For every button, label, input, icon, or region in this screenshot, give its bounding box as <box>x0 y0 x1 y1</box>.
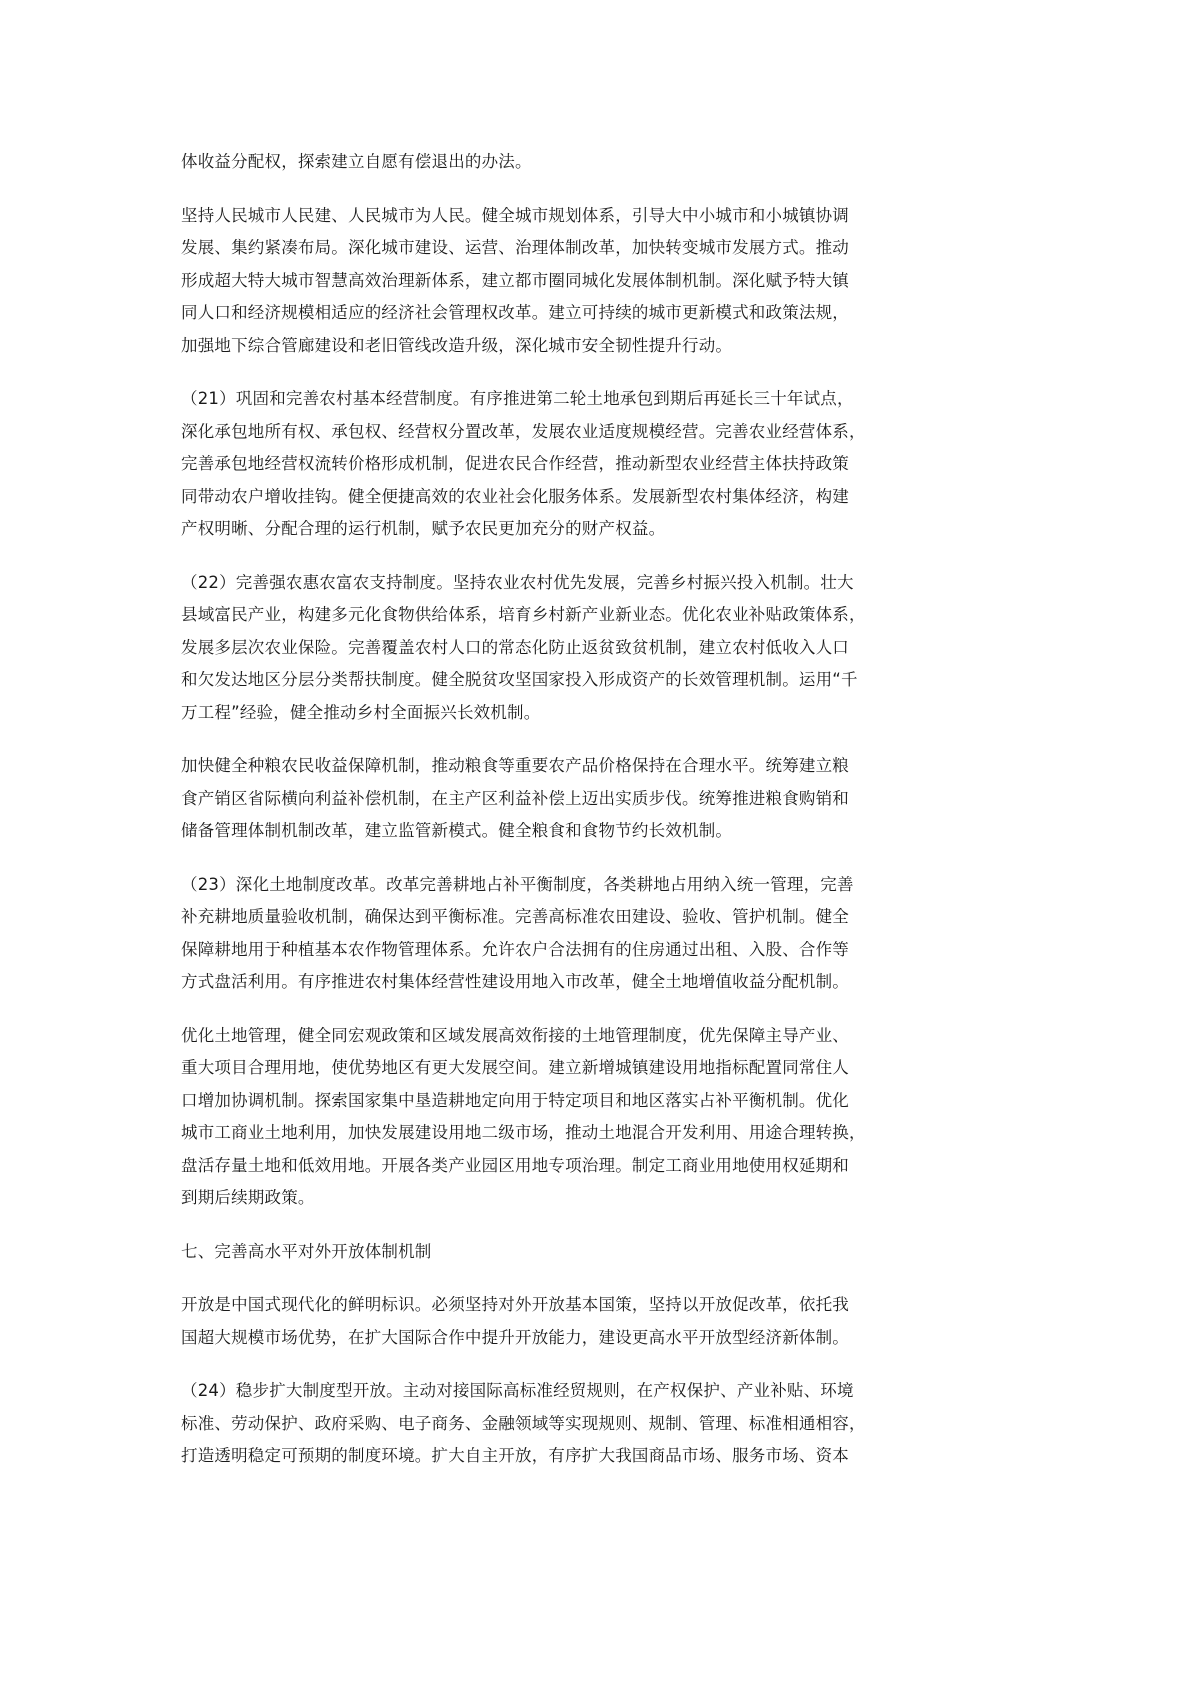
paragraph <box>181 750 1013 848</box>
text-line: 万工程”经验，健全推动乡村全面振兴长效机制。 <box>181 702 541 722</box>
text-line: 和欠发达地区分层分类帮扶制度。健全脱贫攻坚国家投入形成资产的长效管理机制。运用“千 <box>181 670 858 689</box>
text-line: 加快健全种粮农民收益保障机制，推动粮食等重要农产品价格保持在合理水平。统筹建立粮 <box>181 756 849 775</box>
text-line: （22）完善强农惠农富农支持制度。坚持农业农村优先发展，完善乡村振兴投入机制。壮大 <box>181 572 854 592</box>
text-line: 补充耕地质量验收机制，确保达到平衡标准。完善高标准农田建设、验收、管护机制。健全 <box>181 907 849 926</box>
text-line: 同带动农户增收挂钩。健全便捷高效的农业社会化服务体系。发展新型农村集体经济，构建 <box>181 486 849 506</box>
text-line: 到期后续期政策。 <box>181 1188 315 1207</box>
text-line: （24）稳步扩大制度型开放。主动对接国际高标准经贸规则，在产权保护、产业补贴、环境 <box>181 1381 854 1400</box>
text-line: 食产销区省际横向利益补偿机制，在主产区利益补偿上迈出实质步伐。统筹推进粮食购销和 <box>181 788 849 808</box>
paragraph-spacer <box>181 546 1013 567</box>
paragraph-spacer <box>181 999 1013 1020</box>
text-line: 坚持人民城市人民建、人民城市为人民。健全城市规划体系，引导大中小城市和小城镇协调 <box>181 205 849 225</box>
paragraph <box>181 146 1013 179</box>
text-line: 县域富民产业，构建多元化食物供给体系，培育乡村新产业新业态。优化农业补贴政策体系， <box>181 605 866 624</box>
text-line: 深化承包地所有权、承包权、经营权分置改革，发展农业适度规模经营。完善农业经营体系， <box>181 421 866 441</box>
document-body <box>181 146 1013 1473</box>
text-line: （21）巩固和完善农村基本经营制度。有序推进第二轮土地承包到期后再延长三十年试点， <box>181 389 854 408</box>
text-line: 加强地下综合管廊建设和老旧管线改造升级，深化城市安全韧性提升行动。 <box>181 335 733 355</box>
paragraph-spacer <box>181 729 1013 750</box>
text-line: 优化土地管理，健全同宏观政策和区域发展高效衔接的土地管理制度，优先保障主导产业、 <box>181 1025 849 1045</box>
text-line: 发展、集约紧凑布局。深化城市建设、运营、治理体制改革，加快转变城市发展方式。推动 <box>181 238 849 257</box>
paragraph <box>181 383 1013 546</box>
text-line: 盘活存量土地和低效用地。开展各类产业园区用地专项治理。制定工商业用地使用权延期和 <box>181 1155 849 1175</box>
paragraph-spacer <box>181 1215 1013 1236</box>
paragraph-spacer <box>181 848 1013 869</box>
text-line: 方式盘活利用。有序推进农村集体经营性建设用地入市改革，健全土地增值收益分配机制。 <box>181 972 849 991</box>
paragraph-spacer <box>181 1268 1013 1289</box>
text-line: （23）深化土地制度改革。改革完善耕地占补平衡制度，各类耕地占用纳入统一管理，完善 <box>181 874 854 894</box>
text-line: 城市工商业土地利用，加快发展建设用地二级市场，推动土地混合开发利用、用途合理转换， <box>181 1123 866 1142</box>
paragraph <box>181 1375 1013 1473</box>
section-heading <box>181 1236 1013 1269</box>
paragraph-spacer <box>181 179 1013 200</box>
text-line: 保障耕地用于种植基本农作物管理体系。允许农户合法拥有的住房通过出租、入股、合作等 <box>181 939 849 959</box>
paragraph <box>181 1020 1013 1215</box>
text-line: 开放是中国式现代化的鲜明标识。必须坚持对外开放基本国策，坚持以开放促改革，依托我 <box>181 1295 849 1314</box>
text-line: 产权明晰、分配合理的运行机制，赋予农民更加充分的财产权益。 <box>181 519 666 538</box>
text-line: 标准、劳动保护、政府采购、电子商务、金融领域等实现规则、规制、管理、标准相通相容， <box>181 1413 866 1433</box>
paragraph <box>181 200 1013 363</box>
paragraph <box>181 567 1013 730</box>
text-line: 形成超大特大城市智慧高效治理新体系，建立都市圈同城化发展体制机制。深化赋予特大镇 <box>181 270 849 290</box>
text-line: 体收益分配权，探索建立自愿有偿退出的办法。 <box>181 152 532 171</box>
text-line: 重大项目合理用地，使优势地区有更大发展空间。建立新增城镇建设用地指标配置同常住人 <box>181 1058 849 1077</box>
text-line: 口增加协调机制。探索国家集中垦造耕地定向用于特定项目和地区落实占补平衡机制。优化 <box>181 1090 849 1110</box>
text-line: 发展多层次农业保险。完善覆盖农村人口的常态化防止返贫致贫机制，建立农村低收入人口 <box>181 637 849 657</box>
text-line: 打造透明稳定可预期的制度环境。扩大自主开放，有序扩大我国商品市场、服务市场、资本 <box>181 1446 849 1465</box>
paragraph-spacer <box>181 362 1013 383</box>
text-line: 国超大规模市场优势，在扩大国际合作中提升开放能力，建设更高水平开放型经济新体制。 <box>181 1327 849 1347</box>
text-line: 同人口和经济规模相适应的经济社会管理权改革。建立可持续的城市更新模式和政策法规， <box>181 303 849 322</box>
paragraph <box>181 869 1013 999</box>
paragraph <box>181 1289 1013 1354</box>
text-line: 七、完善高水平对外开放体制机制 <box>181 1241 432 1261</box>
text-line: 完善承包地经营权流转价格形成机制，促进农民合作经营，推动新型农业经营主体扶持政策 <box>181 454 849 473</box>
paragraph-spacer <box>181 1354 1013 1375</box>
text-line: 储备管理体制机制改革，建立监管新模式。健全粮食和食物节约长效机制。 <box>181 821 733 840</box>
